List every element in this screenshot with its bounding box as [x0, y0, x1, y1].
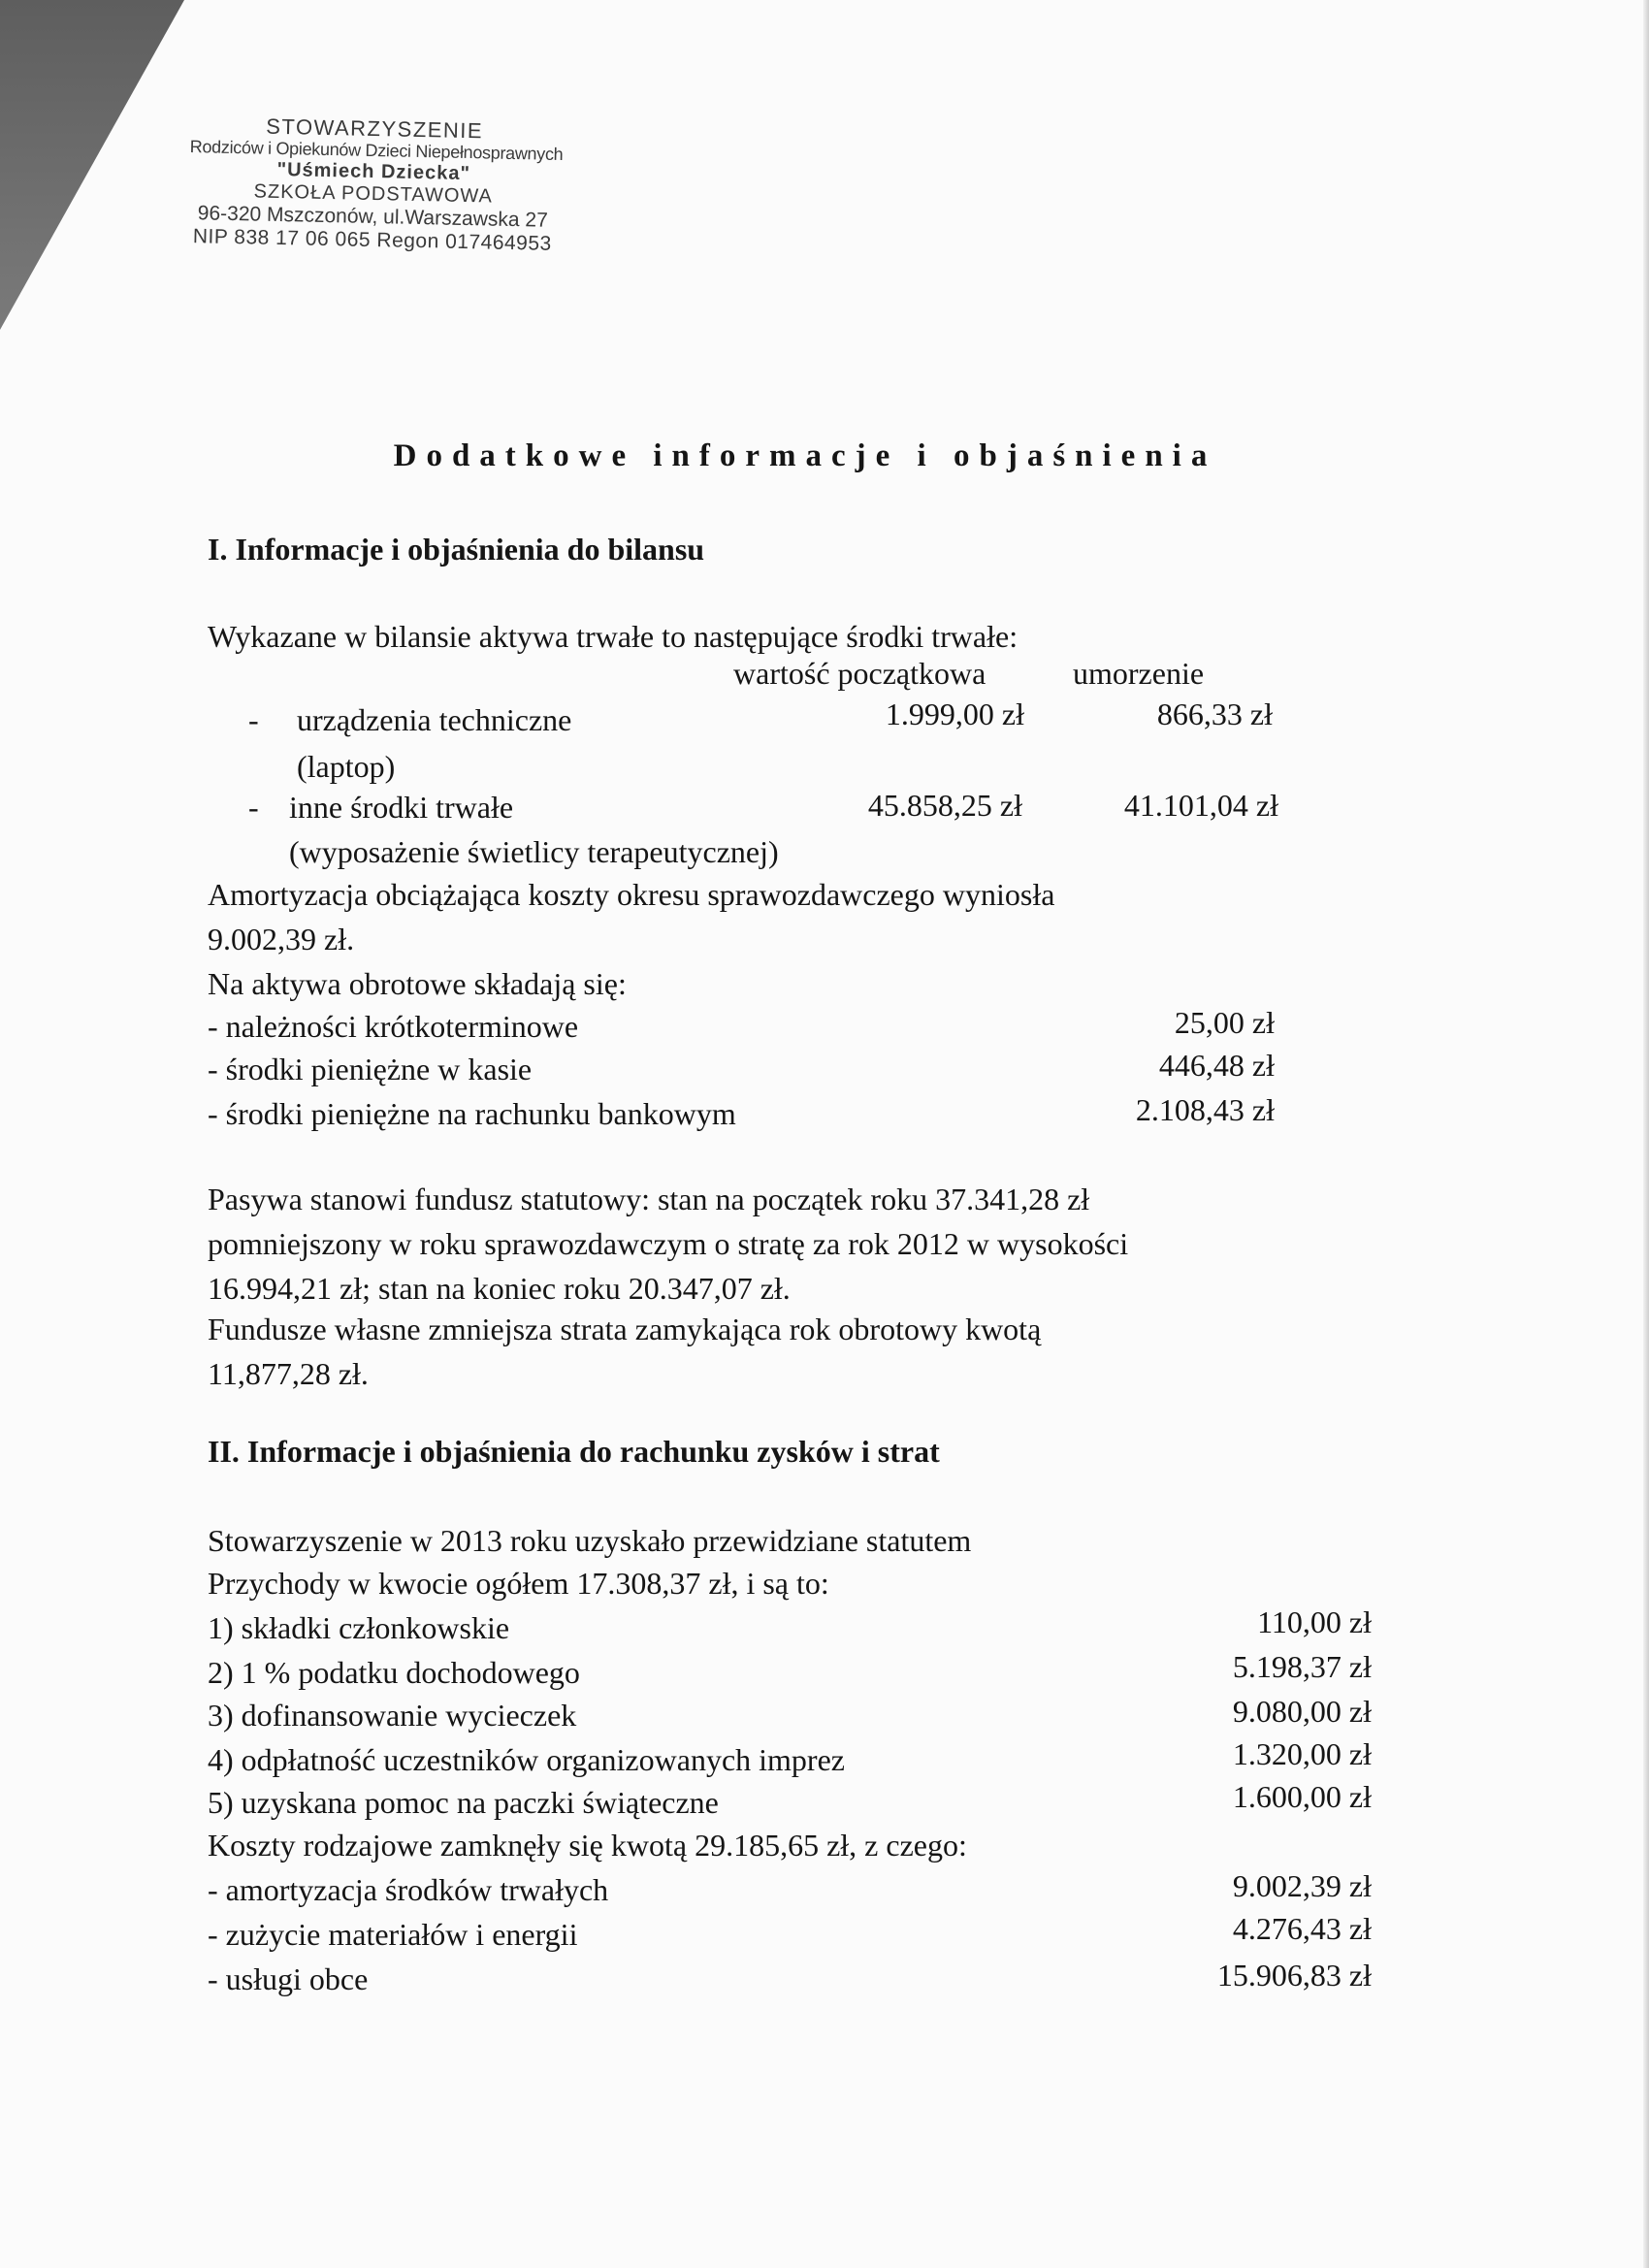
section-2-heading: II. Informacje i objaśnienia do rachunku zysków i strat [208, 1434, 940, 1469]
current-asset-value: 446,48 zł [1158, 1048, 1275, 1083]
asset-1-name: urządzenia techniczne [297, 702, 572, 737]
asset-2-name: inne środki trwałe [289, 790, 514, 825]
current-asset-value: 25,00 zł [1174, 1005, 1275, 1040]
cost-value: 15.906,83 zł [1216, 1958, 1372, 1993]
revenue-value: 1.600,00 zł [1232, 1779, 1372, 1814]
column-header-depreciation: umorzenie [1073, 656, 1205, 691]
asset-1-note: (laptop) [297, 749, 396, 784]
stamp-line-5: 96-320 Mszczonów, ul.Warszawska 27 [197, 202, 549, 232]
fixed-assets-intro: Wykazane w bilansie aktywa trwałe to następujące środki trwałe: [208, 619, 1018, 654]
asset-1-depreciation: 866,33 zł [1156, 697, 1273, 731]
revenue-label: 2) 1 % podatku dochodowego [208, 1655, 580, 1690]
revenue-value: 1.320,00 zł [1232, 1736, 1372, 1771]
cost-label: - zużycie materiałów i energii [208, 1917, 578, 1952]
current-assets-intro: Na aktywa obrotowe składają się: [208, 966, 627, 1001]
amortization-text-line-1: Amortyzacja obciążająca koszty okresu sprawozdawczego wyniosła [208, 877, 1055, 912]
organization-stamp [188, 113, 564, 256]
folded-corner-shadow [0, 0, 184, 330]
asset-2-note: (wyposażenie świetlicy terapeutycznej) [289, 834, 779, 869]
stamp-line-3: "Uśmiech Dziecka" [276, 158, 471, 185]
liabilities-line-5: 11,877,28 zł. [208, 1356, 369, 1391]
liabilities-line-3: 16.994,21 zł; stan na koniec roku 20.347,07 zł. [208, 1271, 791, 1306]
stamp-line-1: STOWARZYSZENIE [266, 113, 484, 144]
asset-1-initial-value: 1.999,00 zł [885, 697, 1024, 731]
page-edge [1643, 0, 1649, 2268]
asset-2-depreciation: 41.101,04 zł [1123, 788, 1278, 823]
revenue-value: 5.198,37 zł [1232, 1649, 1372, 1684]
section-1-heading: I. Informacje i objaśnienia do bilansu [208, 532, 705, 567]
liabilities-line-4: Fundusze własne zmniejsza strata zamykająca rok obrotowy kwotą [208, 1312, 1042, 1346]
stamp-line-2: Rodziców i Opiekunów Dzieci Niepełnosprawnych [189, 137, 564, 165]
liabilities-line-1: Pasywa stanowi fundusz statutowy: stan na początek roku 37.341,28 zł [208, 1182, 1090, 1216]
amortization-text-line-2: 9.002,39 zł. [208, 922, 355, 956]
revenues-intro-line-1: Stowarzyszenie w 2013 roku uzyskało przewidziane statutem [208, 1523, 972, 1558]
asset-2-dash: - [248, 790, 259, 825]
cost-label: - amortyzacja środków trwałych [208, 1872, 609, 1907]
revenues-intro-line-2: Przychody w kwocie ogółem 17.308,37 zł, i są to: [208, 1566, 829, 1601]
current-asset-value: 2.108,43 zł [1135, 1092, 1275, 1127]
current-asset-label: - środki pieniężne na rachunku bankowym [208, 1096, 736, 1131]
costs-intro: Koszty rodzajowe zamknęły się kwotą 29.185,65 zł, z czego: [208, 1828, 967, 1863]
column-header-initial-value: wartość początkowa [733, 656, 986, 691]
revenue-label: 3) dofinansowanie wycieczek [208, 1698, 577, 1733]
cost-value: 9.002,39 zł [1232, 1868, 1372, 1903]
cost-value: 4.276,43 zł [1232, 1911, 1372, 1946]
asset-2-initial-value: 45.858,25 zł [867, 788, 1022, 823]
document-title: Dodatkowe informacje i objaśnienia [393, 438, 1217, 473]
revenue-value: 9.080,00 zł [1232, 1694, 1372, 1729]
asset-1-dash: - [248, 702, 259, 737]
revenue-value: 110,00 zł [1257, 1604, 1372, 1639]
cost-label: - usługi obce [208, 1961, 369, 1996]
liabilities-line-2: pomniejszony w roku sprawozdawczym o stratę za rok 2012 w wysokości [208, 1226, 1129, 1261]
revenue-label: 1) składki członkowskie [208, 1610, 510, 1645]
current-asset-label: - środki pieniężne w kasie [208, 1052, 533, 1086]
revenue-label: 4) odpłatność uczestników organizowanych imprez [208, 1742, 845, 1777]
stamp-line-6: NIP 838 17 06 065 Regon 017464953 [192, 225, 552, 255]
stamp-line-4: SZKOŁA PODSTAWOWA [253, 180, 494, 208]
current-asset-label: - należności krótkoterminowe [208, 1009, 579, 1044]
revenue-label: 5) uzyskana pomoc na paczki świąteczne [208, 1785, 719, 1820]
